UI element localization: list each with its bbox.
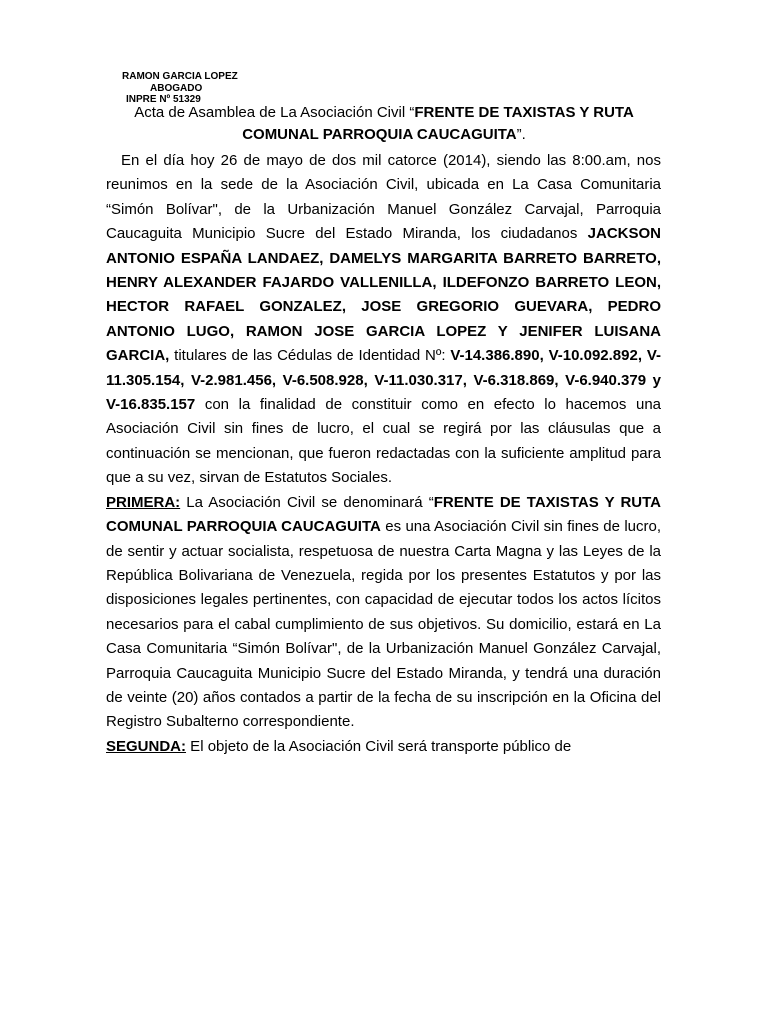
letterhead — [122, 71, 238, 106]
title-prefix: Acta de Asamblea de La Asociación Civil “ — [134, 104, 415, 121]
title-association-name: FRENTE DE TAXISTAS Y RUTA COMUNAL PARROQUIA CAUCAGUITA — [242, 104, 634, 143]
opening-paragraph — [106, 149, 661, 491]
opening-end: con la finalidad de constituir como en efecto lo hacemos una Asociación Civil sin fines de lucro, el cual se regirá por las cláusulas que a continuación se mencionan, que fueron redactadas con la suficiente amplitud para que a su vez, sirvan de Estatutos Sociales. — [106, 396, 661, 487]
identity-numbers: V-14.386.890, V-10.092.892, V-11.305.154, V-2.981.456, V-6.508.928, V-11.030.317, V-6.318.869, V-6.940.379 y V-16.835.157 — [106, 347, 661, 414]
clause-primera-label: PRIMERA: — [106, 493, 181, 511]
clause-primera-name: FRENTE DE TAXISTAS Y RUTA COMUNAL PARROQUIA CAUCAGUITA — [106, 493, 661, 536]
clause-primera — [106, 491, 661, 735]
lawyer-inpre: INPRE Nº 51329 — [126, 94, 201, 105]
document-title — [100, 102, 668, 146]
lawyer-title: ABOGADO — [150, 82, 203, 94]
document-body — [106, 149, 661, 759]
clause-segunda-label: SEGUNDA: — [106, 737, 187, 755]
clause-primera-intro: La Asociación Civil se denominará “ — [180, 493, 434, 511]
clause-segunda — [106, 735, 661, 759]
lawyer-name: RAMON GARCIA LOPEZ — [122, 71, 238, 82]
clause-primera-text: es una Asociación Civil sin fines de lucro, de sentir y actuar socialista, respetuosa de nuestra Carta Magna y las Leyes de la República Bolivariana de Venezuela, regida por los presentes Estatutos y por las disposiciones legales pertinentes, con capacidad de ejecutar todos los actos lícitos necesarios para el cabal cumplimiento de sus objetivos. Su domicilio, estará en La Casa Comunitaria “Simón Bolívar", de la Urbanización Manuel González Carvajal, Parroquia Caucaguita Municipio Sucre del Estado Miranda, y tendrá una duración de veinte (20) años contados a partir de la fecha de su inscripción en la Oficina del Registro Subalterno correspondiente. — [106, 518, 661, 731]
citizen-names: JACKSON ANTONIO ESPAÑA LANDAEZ, DAMELYS MARGARITA BARRETO BARRETO, HENRY ALEXANDER FAJARDO VALLENILLA, ILDEFONZO BARRETO LEON, HECTOR RAFAEL GONZALEZ, JOSE GREGORIO GUEVARA, PEDRO ANTONIO LUGO, RAMON JOSE GARCIA LOPEZ Y JENIFER LUISANA GARCIA, — [106, 225, 661, 365]
opening-intro: En el día hoy 26 de mayo de dos mil catorce (2014), siendo las 8:00.am, nos reunimos en la sede de la Asociación Civil, ubicada en La Casa Comunitaria “Simón Bolívar", de la Urbanización Manuel González Carvajal, Parroquia Caucaguita Municipio Sucre del Estado Miranda, los ciudadanos — [106, 152, 661, 243]
clause-segunda-text: El objeto de la Asociación Civil será transporte público de — [186, 737, 572, 755]
title-suffix: ”. — [516, 126, 526, 143]
opening-middle: titulares de las Cédulas de Identidad Nº: — [169, 347, 451, 365]
